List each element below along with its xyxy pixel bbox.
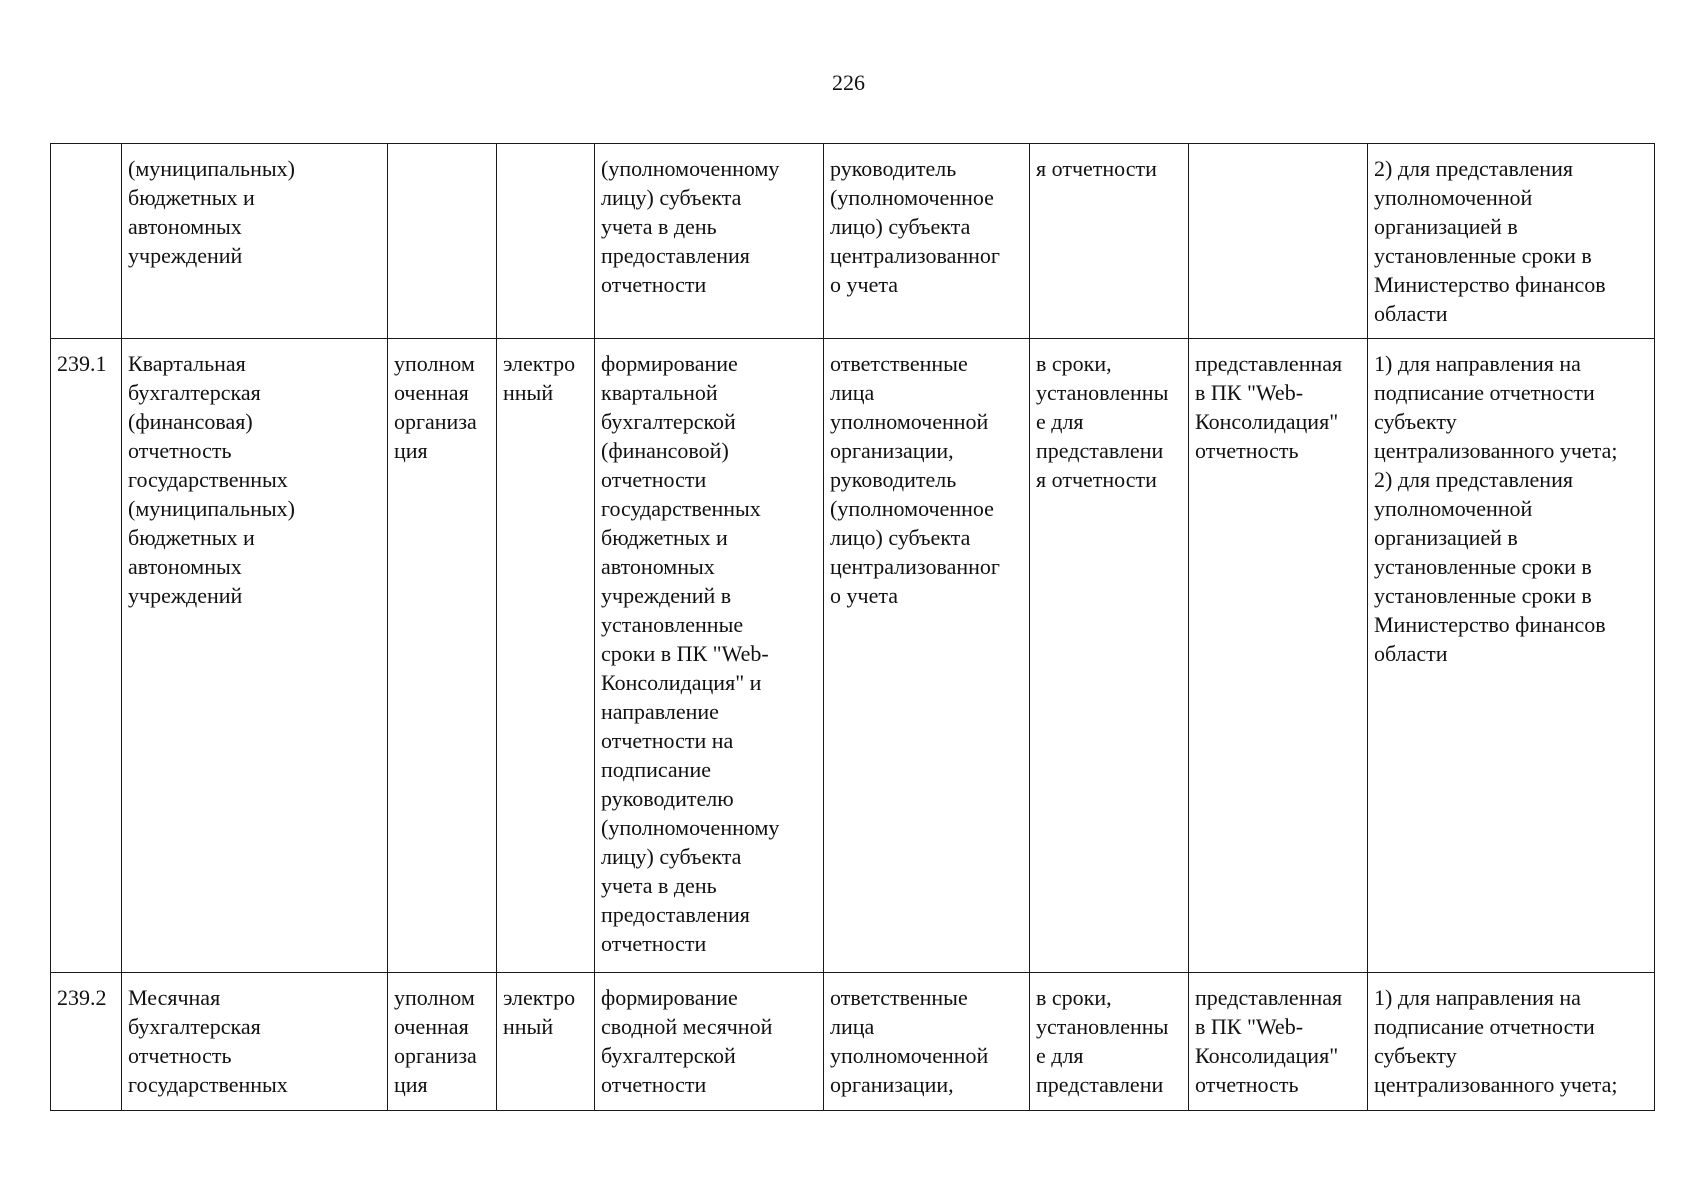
table-row xyxy=(51,339,1655,973)
row-number-cell: 239.2 xyxy=(51,973,122,1111)
content-cell: (уполномоченному лицу) субъекта учета в день предоставления отчетности xyxy=(595,144,824,339)
who-cell: уполном оченная организа ция xyxy=(388,973,497,1111)
purpose-cell: 1) для направления на подписание отчетности субъекту централизованного учета; xyxy=(1368,973,1655,1111)
responsible-cell: руководитель (уполномоченное лицо) субъекта централизованног о учета xyxy=(824,144,1030,339)
who-cell xyxy=(388,144,497,339)
form-cell: электро нный xyxy=(497,339,595,973)
result-cell: представленная в ПК "Web- Консолидация" отчетность xyxy=(1189,339,1368,973)
row-number-cell: 239.1 xyxy=(51,339,122,973)
name-cell: (муниципальных) бюджетных и автономных учреждений xyxy=(122,144,388,339)
deadline-cell: в сроки, установленны е для представлени xyxy=(1030,973,1189,1111)
result-cell: представленная в ПК "Web- Консолидация" отчетность xyxy=(1189,973,1368,1111)
page-number: 226 xyxy=(832,70,865,95)
name-cell: Квартальная бухгалтерская (финансовая) отчетность государственных (муниципальных) бюджетных и автономных учреждений xyxy=(122,339,388,973)
content-cell: формирование квартальной бухгалтерской (финансовой) отчетности государственных бюджетных и автономных учреждений в установленные сроки в ПК "Web- Консолидация" и направление отчетности на подписание руководителю (уполномоченному лицу) субъекта учета в день предоставления отчетности xyxy=(595,339,824,973)
table-row xyxy=(51,973,1655,1111)
form-cell: электро нный xyxy=(497,973,595,1111)
responsible-cell: ответственные лица уполномоченной организации, xyxy=(824,973,1030,1111)
row-number-cell xyxy=(51,144,122,339)
purpose-cell: 2) для представления уполномоченной организацией в установленные сроки в Министерство финансов области xyxy=(1368,144,1655,339)
content-cell: формирование сводной месячной бухгалтерской отчетности xyxy=(595,973,824,1111)
table-row xyxy=(51,144,1655,339)
purpose-cell: 1) для направления на подписание отчетности субъекту централизованного учета; 2) для представления уполномоченной организацией в установленные сроки в установленные сроки в Министерство финансов области xyxy=(1368,339,1655,973)
deadline-cell: в сроки, установленны е для представлени я отчетности xyxy=(1030,339,1189,973)
document-table xyxy=(50,143,1655,1111)
result-cell xyxy=(1189,144,1368,339)
responsible-cell: ответственные лица уполномоченной организации, руководитель (уполномоченное лицо) субъекта централизованног о учета xyxy=(824,339,1030,973)
form-cell xyxy=(497,144,595,339)
deadline-cell: я отчетности xyxy=(1030,144,1189,339)
name-cell: Месячная бухгалтерская отчетность государственных xyxy=(122,973,388,1111)
who-cell: уполном оченная организа ция xyxy=(388,339,497,973)
